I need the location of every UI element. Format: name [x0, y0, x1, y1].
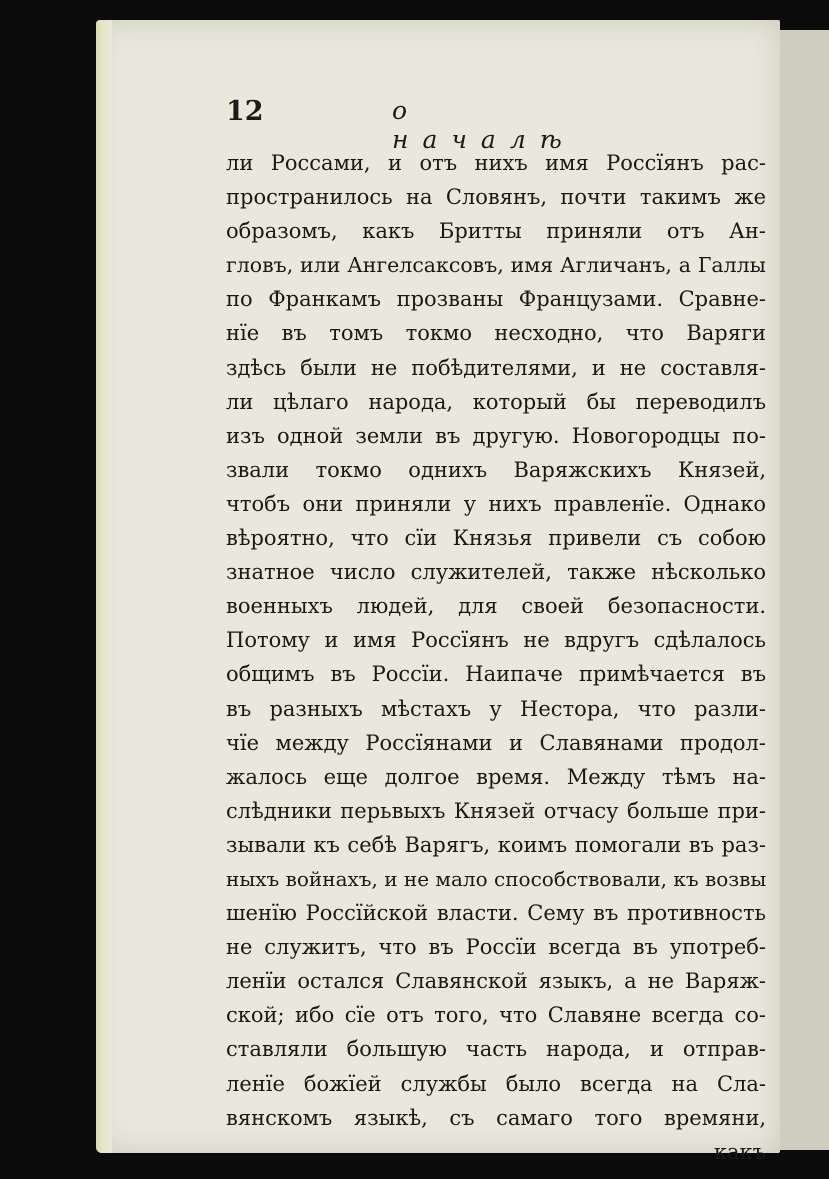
- catchword: какъ: [713, 1139, 766, 1164]
- text-line: въ разныхъ мѣстахъ у Нестора, что разли-: [226, 696, 766, 721]
- text-line: шенїю Россїйской власти. Сему въ противность: [226, 901, 766, 926]
- text-line: здѣсь были не побѣдителями, и не составля-: [226, 355, 766, 380]
- text-line: ленїи остался Славянской языкъ, а не Варяж-: [226, 969, 766, 994]
- text-line: изъ одной земли въ другую. Новогородцы по-: [226, 423, 766, 448]
- body-text: [226, 146, 766, 1169]
- text-line: военныхъ людей, для своей безопасности.: [226, 594, 766, 619]
- text-line: по Франкамъ прозваны Французами. Сравне-: [226, 287, 766, 312]
- text-line: ставляли большую часть народа, и отправ-: [226, 1037, 766, 1062]
- text-line: Потому и имя Россїянъ не вдругъ сдѣлалось: [226, 628, 766, 653]
- text-line: чїе между Россїянами и Славянами продол-: [226, 730, 766, 755]
- running-title: о началѣ: [392, 96, 576, 154]
- adjacent-page-edge: [778, 30, 829, 1150]
- text-line: нїе въ томъ токмо несходно, что Варяги: [226, 321, 766, 346]
- text-line: жалось еще долгое время. Между тѣмъ на-: [226, 764, 766, 789]
- text-line: звали токмо однихъ Варяжскихъ Князей,: [226, 457, 766, 482]
- page-gutter-edge: [96, 20, 112, 1153]
- text-line: ской; ибо сїе отъ того, что Славяне всегда со-: [226, 1003, 766, 1028]
- text-line: ли цѣлаго народа, который бы переводилъ: [226, 389, 766, 414]
- page-number: 12: [226, 96, 264, 127]
- page-header: [226, 96, 606, 154]
- text-line: пространилось на Словянъ, почти такимъ же: [226, 185, 766, 210]
- text-line: вѣроятно, что сїи Князья привели съ собою: [226, 526, 766, 551]
- text-line: общимъ въ Россїи. Наипаче примѣчается въ: [226, 662, 766, 687]
- text-line: знатное число служителей, также нѣсколько: [226, 560, 766, 585]
- text-line: ленїе божїей службы было всегда на Сла-: [226, 1071, 766, 1096]
- text-line: ли Россами, и отъ нихъ имя Россїянъ рас-: [226, 151, 766, 175]
- text-line: образомъ, какъ Бритты приняли отъ Ан-: [226, 219, 766, 244]
- text-line: не служитъ, что въ Россїи всегда въ употреб-: [226, 935, 766, 960]
- text-line: зывали къ себѣ Варягъ, коимъ помогали въ раз-: [226, 832, 766, 857]
- text-line: вянскомъ языкѣ, съ самаго того времяни,: [226, 1105, 766, 1130]
- text-line: чтобъ они приняли у нихъ правленїе. Однако: [226, 491, 766, 516]
- text-line: гловъ, или Ангелсаксовъ, имя Агличанъ, а Галлы: [226, 253, 766, 278]
- text-line: слѣдники перьвыхъ Князей отчасу больше при-: [226, 798, 766, 823]
- text-line: ныхъ войнахъ, и не мало способствовали, къ возвы: [226, 866, 766, 891]
